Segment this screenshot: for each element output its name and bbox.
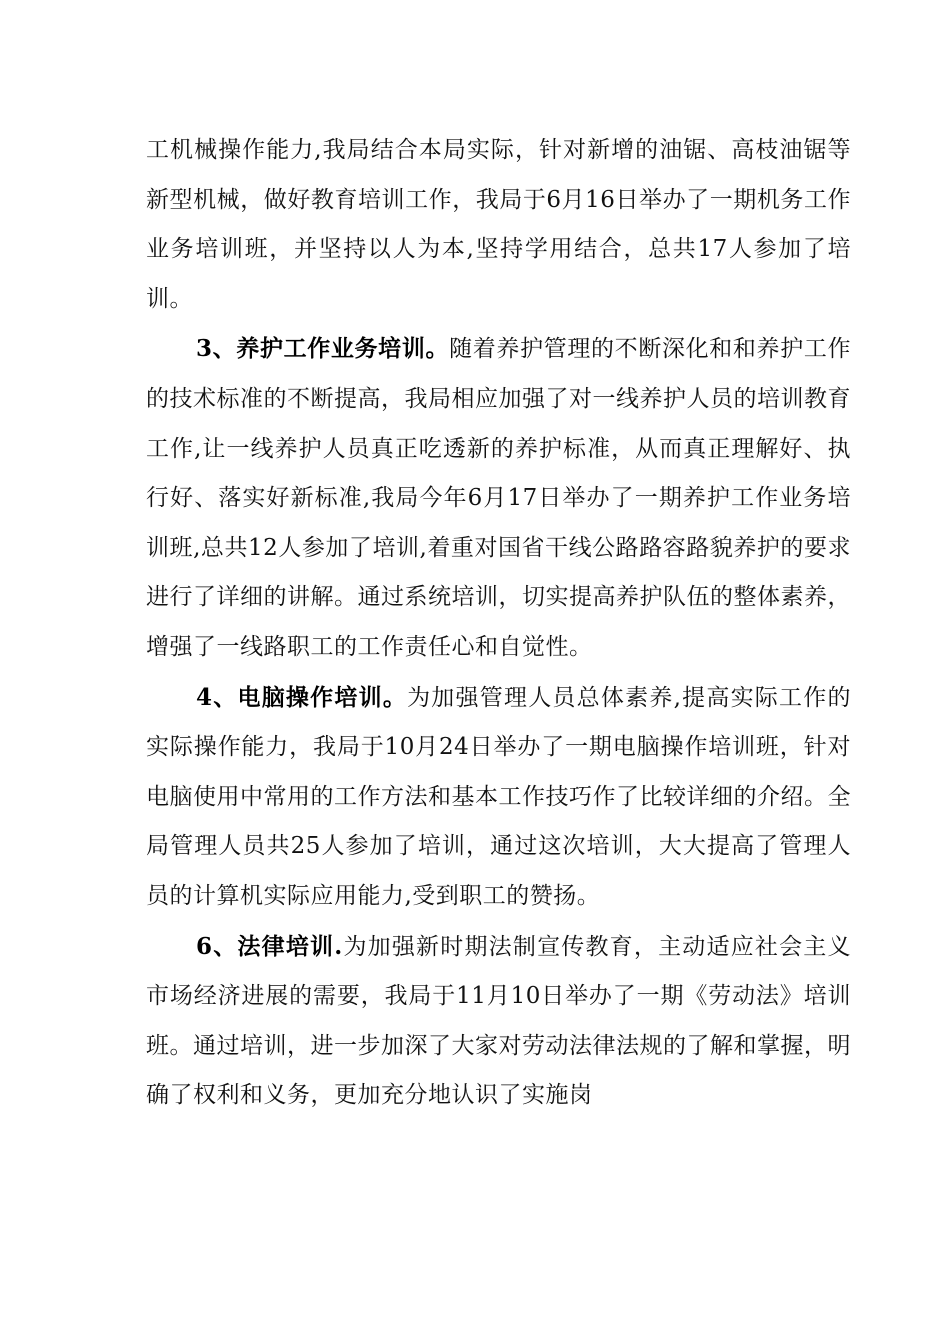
- paragraph-text: 为加强新时期法制宣传教育，主动适应社会主义市场经济进展的需要，我局于11月10日举办了一期《劳动法》培训班。通过培训，进一步加深了大家对劳动法律法规的了解和掌握，明确了权利和义务，更加充分地认识了实施岗: [146, 933, 851, 1109]
- paragraph-computer-training: [146, 673, 851, 922]
- document-body: [146, 126, 851, 1121]
- section-heading: 4、电脑操作培训。: [196, 683, 408, 711]
- paragraph-text: 工机械操作能力,我局结合本局实际，针对新增的油锯、高枝油锯等新型机械，做好教育培训工作，我局于6月16日举办了一期机务工作业务培训班，并坚持以人为本,坚持学用结合，总共17人参加了培训。: [146, 137, 851, 312]
- paragraph-legal-training: [146, 922, 851, 1121]
- section-heading: 6、法律培训.: [196, 932, 343, 960]
- section-heading: 3、养护工作业务培训。: [196, 335, 450, 363]
- paragraph-text: 随着养护管理的不断深化和和养护工作的技术标准的不断提高，我局相应加强了对一线养护人员的培训教育工作,让一线养护人员真正吃透新的养护标准，从而真正理解好、执行好、落实好新标准,我局今年6月17日举办了一期养护工作业务培训班,总共12人参加了培训,着重对国省干线公路路容路貌养护的要求进行了详细的讲解。通过系统培训，切实提高养护队伍的整体素养，增强了一线路职工的工作责任心和自觉性。: [146, 336, 852, 660]
- paragraph-maintenance-training: [146, 324, 851, 672]
- paragraph-machinery-training-continued: [146, 126, 851, 324]
- paragraph-text: 为加强管理人员总体素养,提高实际工作的实际操作能力，我局于10月24日举办了一期电脑操作培训班，针对电脑使用中常用的工作方法和基本工作技巧作了比较详细的介绍。全局管理人员共25人参加了培训，通过这次培训，大大提高了管理人员的计算机实际应用能力,受到职工的赞扬。: [146, 684, 851, 909]
